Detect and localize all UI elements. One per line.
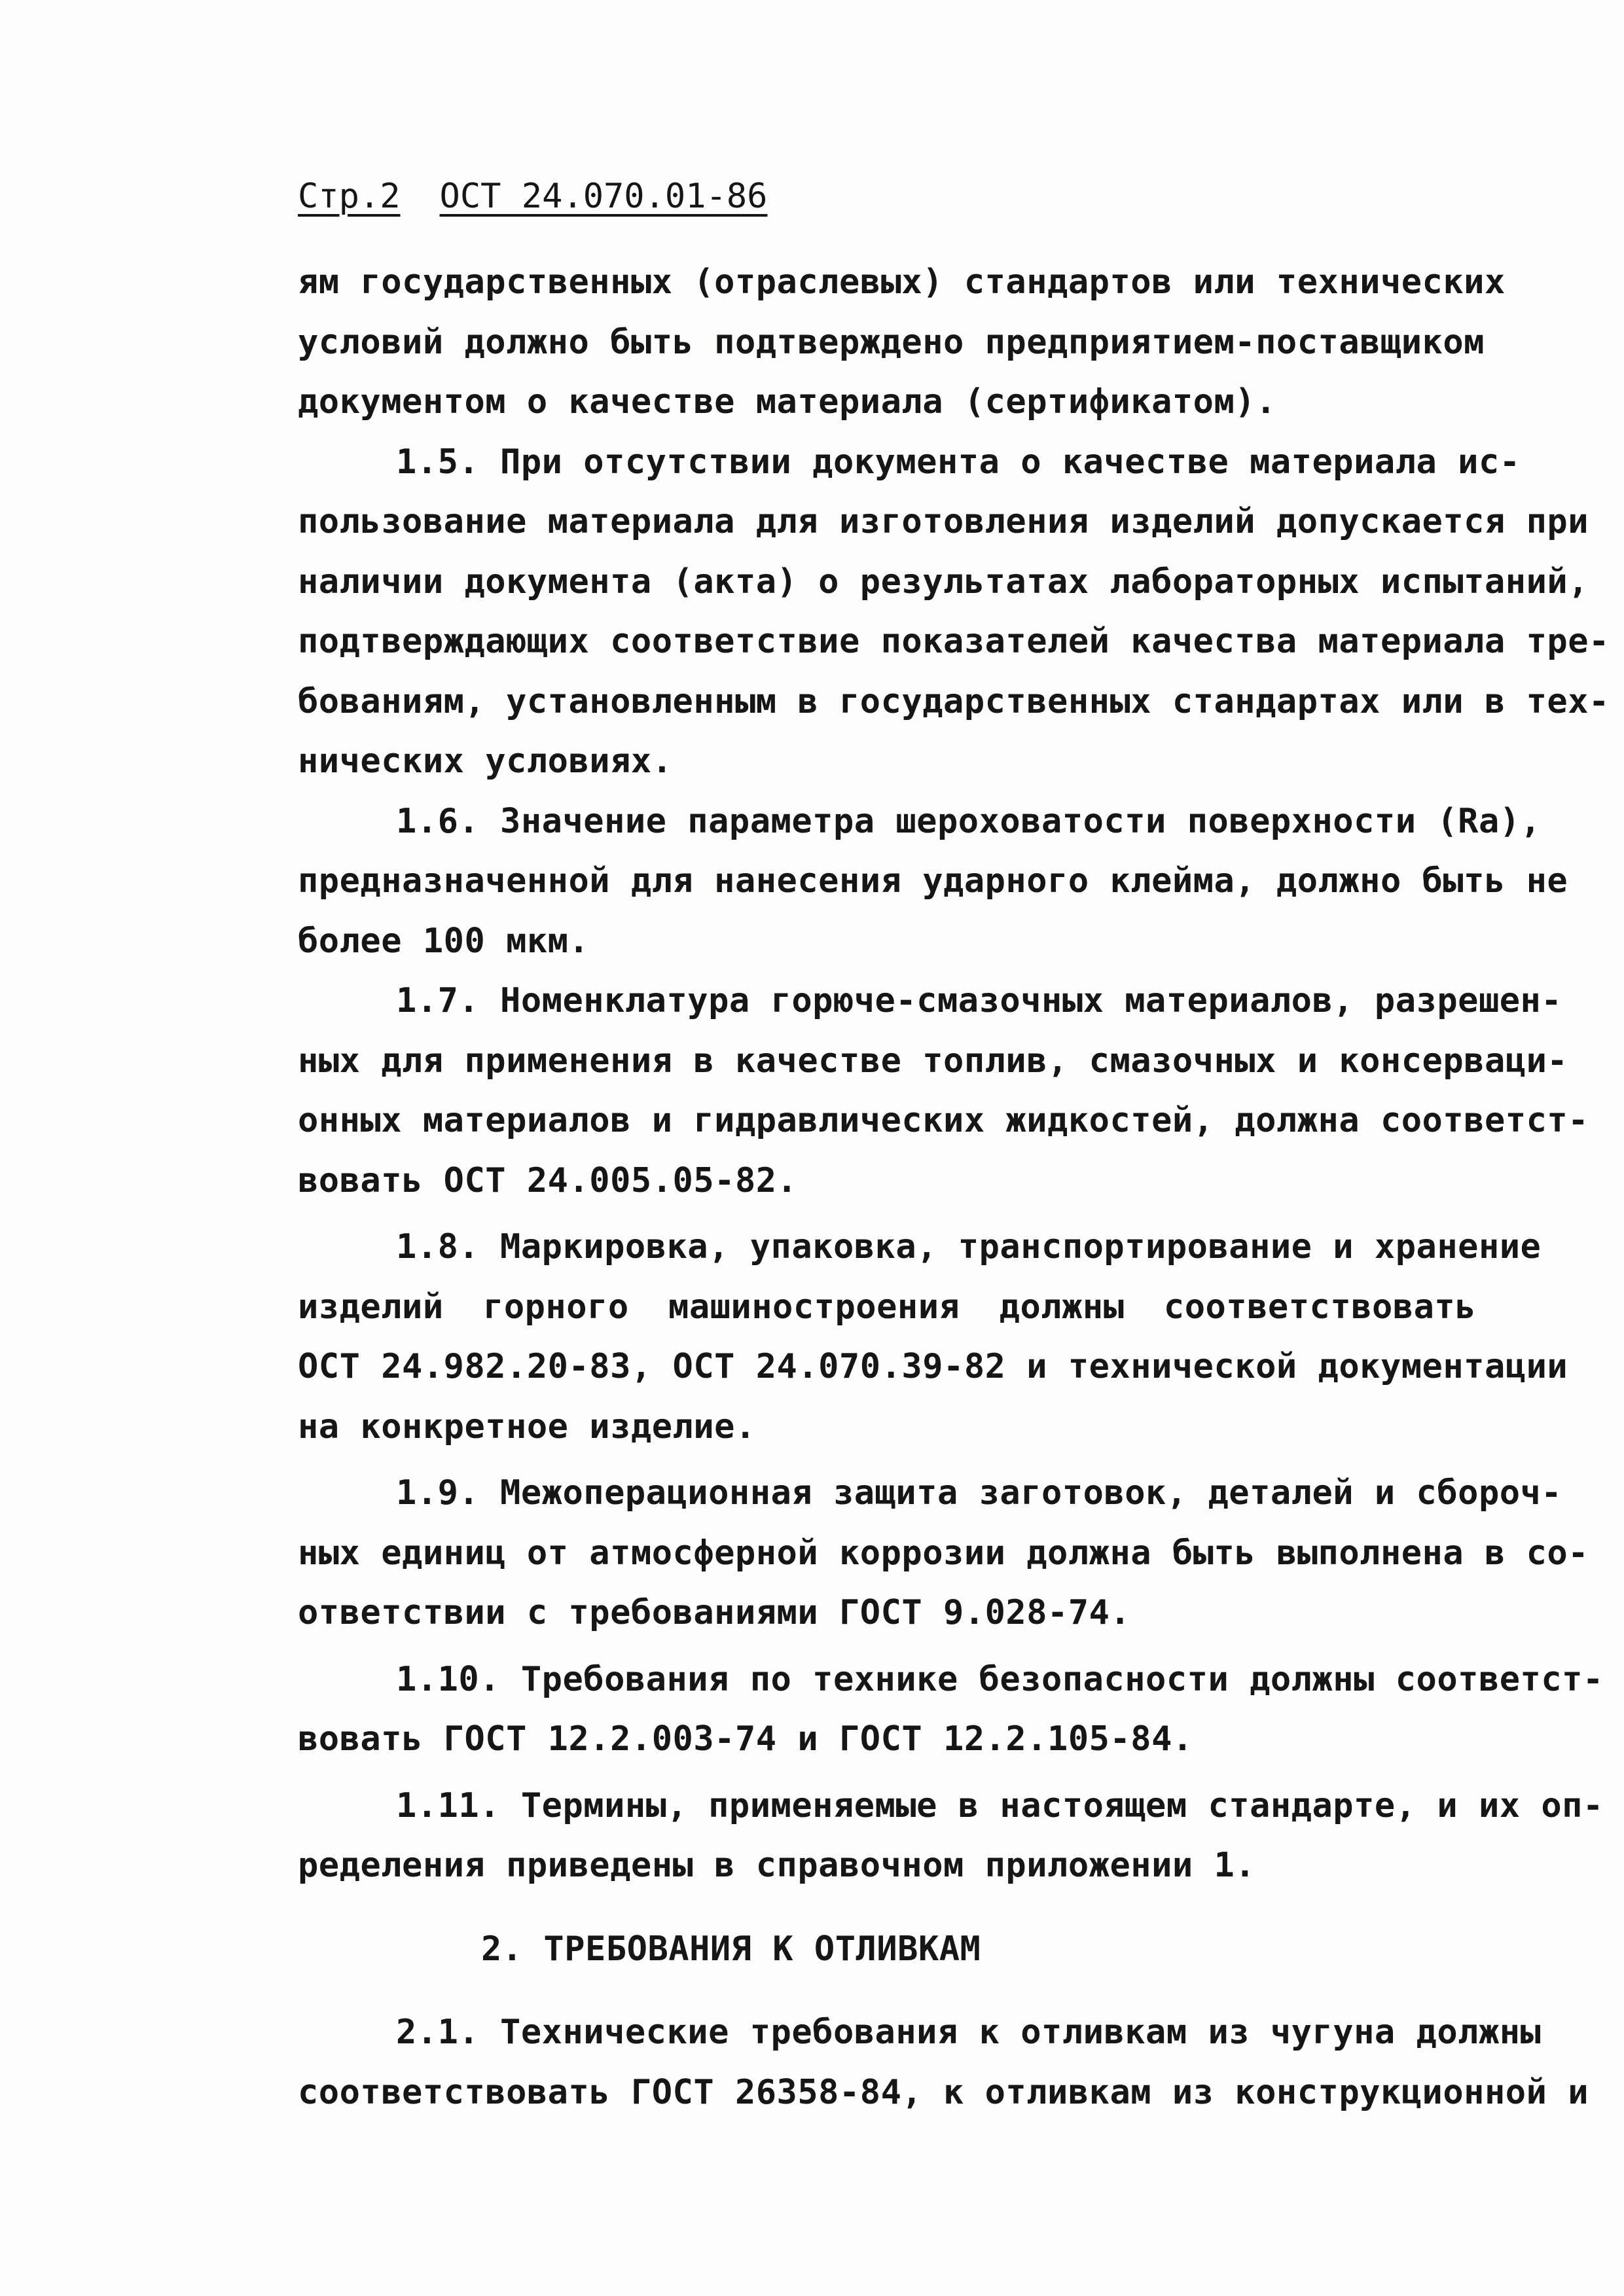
page-header — [298, 177, 767, 216]
text-line: ОСТ 24.982.20-83, ОСТ 24.070.39-82 и технической документации — [298, 1347, 1568, 1386]
text-line: подтверждающих соответствие показателей качества материала тре- — [298, 622, 1610, 661]
text-line: предназначенной для нанесения ударного клейма, должно быть не — [298, 861, 1568, 901]
text-line: условий должно быть подтверждено предприятием-поставщиком — [298, 322, 1485, 362]
text-line: вовать ГОСТ 12.2.003-74 и ГОСТ 12.2.105-84. — [298, 1719, 1193, 1759]
text-line: пользование материала для изготовления изделий допускается при — [298, 502, 1589, 541]
clause-2-1: 2.1. Технические требования к отливкам из чугуна должны — [396, 2013, 1542, 2052]
clause-1-9: 1.9. Межоперационная защита заготовок, деталей и сбороч- — [396, 1473, 1562, 1513]
text-line: соответствовать ГОСТ 26358-84, к отливкам из конструкционной и — [298, 2072, 1589, 2112]
clause-1-6: 1.6. Значение параметра шероховатости поверхности (Ra), — [396, 801, 1542, 841]
clause-1-10: 1.10. Требования по технике безопасности должны соответст- — [396, 1659, 1604, 1699]
text-line: нических условиях. — [298, 742, 673, 781]
clause-1-5: 1.5. При отсутствии документа о качестве материала ис- — [396, 442, 1521, 482]
text-line: ответствии с требованиями ГОСТ 9.028-74. — [298, 1593, 1131, 1632]
document-body — [298, 253, 1610, 2123]
clause-1-7: 1.7. Номенклатура горюче-смазочных материалов, разрешен- — [396, 981, 1562, 1020]
text-line: онных материалов и гидравлических жидкостей, должна соответст- — [298, 1101, 1589, 1140]
section-heading: 2. ТРЕБОВАНИЯ К ОТЛИВКАМ — [481, 1929, 981, 1969]
text-line: вовать ОСТ 24.005.05-82. — [298, 1160, 798, 1200]
text-line: на конкретное изделие. — [298, 1407, 756, 1446]
text-line: бованиям, установленным в государственных стандартах или в тех- — [298, 681, 1610, 721]
document-code: ОСТ 24.070.01-86 — [439, 177, 768, 216]
text-line: документом о качестве материала (сертификатом). — [298, 382, 1276, 422]
clause-1-11: 1.11. Термины, применяемые в настоящем стандарте, и их оп- — [396, 1785, 1604, 1825]
text-line: изделий горного машиностроения должны соответствовать — [298, 1287, 1476, 1327]
text-line: ных для применения в качестве топлив, смазочных и консерваци- — [298, 1041, 1568, 1081]
text-line: наличии документа (акта) о результатах лабораторных испытаний, — [298, 562, 1589, 601]
text-line: ных единиц от атмосферной коррозии должна быть выполнена в со- — [298, 1533, 1589, 1573]
text-line: более 100 мкм. — [298, 921, 590, 961]
page-number-label: Стр.2 — [298, 177, 401, 216]
text-line: ределения приведены в справочном приложении 1. — [298, 1846, 1256, 1885]
clause-1-8: 1.8. Маркировка, упаковка, транспортирование и хранение — [396, 1227, 1542, 1266]
text-line: ям государственных (отраслевых) стандартов или технических — [298, 262, 1506, 302]
